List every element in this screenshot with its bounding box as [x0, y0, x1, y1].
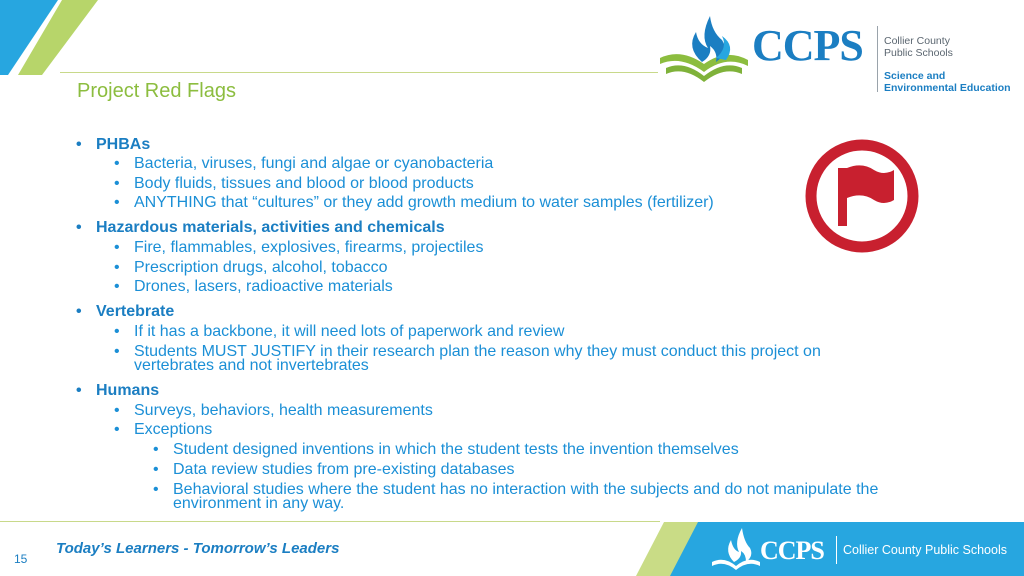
footer-divider — [0, 521, 660, 522]
section-hazardous: • Hazardous materials, activities and chemicals — [76, 219, 445, 236]
section-vertebrate: • Vertebrate — [76, 303, 175, 320]
list-item: • If it has a backbone, it will need lots of paperwork and review — [114, 323, 565, 340]
sub-list-item: • Behavioral studies where the student has no interaction with the subjects and do not manipulate the — [153, 481, 879, 498]
section-heading: Humans — [96, 382, 160, 399]
footer-logo-divider — [836, 536, 837, 564]
list-item: • Students MUST JUSTIFY in their research plan the reason why they must conduct this project on — [114, 343, 821, 360]
section-heading: Vertebrate — [96, 303, 175, 320]
logo-dept-name — [884, 70, 1011, 94]
logo-dept-line1: Science and — [884, 70, 946, 82]
list-item: • Fire, flammables, explosives, firearms, projectiles — [114, 239, 484, 256]
logo-divider — [877, 26, 878, 92]
list-item: • Exceptions — [114, 421, 213, 438]
red-flag-icon — [804, 138, 920, 254]
logo-org-line2: Public Schools — [884, 47, 953, 59]
logo-org-name — [884, 35, 953, 59]
list-item: • Body fluids, tissues and blood or blood products — [114, 175, 474, 192]
sub-list-item: • Student designed inventions in which the student tests the invention themselves — [153, 441, 739, 458]
corner-decoration — [0, 0, 110, 75]
section-phbas: • PHBAs — [76, 136, 151, 153]
footer-wordmark: CCPS — [760, 536, 824, 565]
section-heading: PHBAs — [96, 136, 151, 153]
page-number: 15 — [14, 552, 28, 566]
list-item: • ANYTHING that “cultures” or they add growth medium to water samples (fertilizer) — [114, 194, 714, 211]
logo-wordmark: CCPS — [752, 21, 863, 70]
header-divider — [60, 72, 658, 73]
list-item-continuation: vertebrates and not invertebrates — [134, 357, 369, 374]
section-heading: Hazardous materials, activities and chemicals — [96, 219, 445, 236]
list-item: • Prescription drugs, alcohol, tobacco — [114, 259, 388, 276]
sub-list-item-continuation: environment in any way. — [173, 495, 345, 512]
footer-org-name: Collier County Public Schools — [843, 543, 1007, 557]
list-item: • Surveys, behaviors, health measurements — [114, 402, 433, 419]
list-item: • Drones, lasers, radioactive materials — [114, 278, 393, 295]
slide-title: Project Red Flags — [77, 80, 236, 102]
section-humans: • Humans — [76, 382, 160, 399]
footer-tagline: Today’s Learners - Tomorrow’s Leaders — [56, 540, 340, 557]
sub-list-item: • Data review studies from pre-existing databases — [153, 461, 515, 478]
logo-org-line1: Collier County — [884, 35, 950, 47]
list-item: • Bacteria, viruses, fungi and algae or cyanobacteria — [114, 155, 494, 172]
logo-dept-line2: Environmental Education — [884, 82, 1011, 94]
